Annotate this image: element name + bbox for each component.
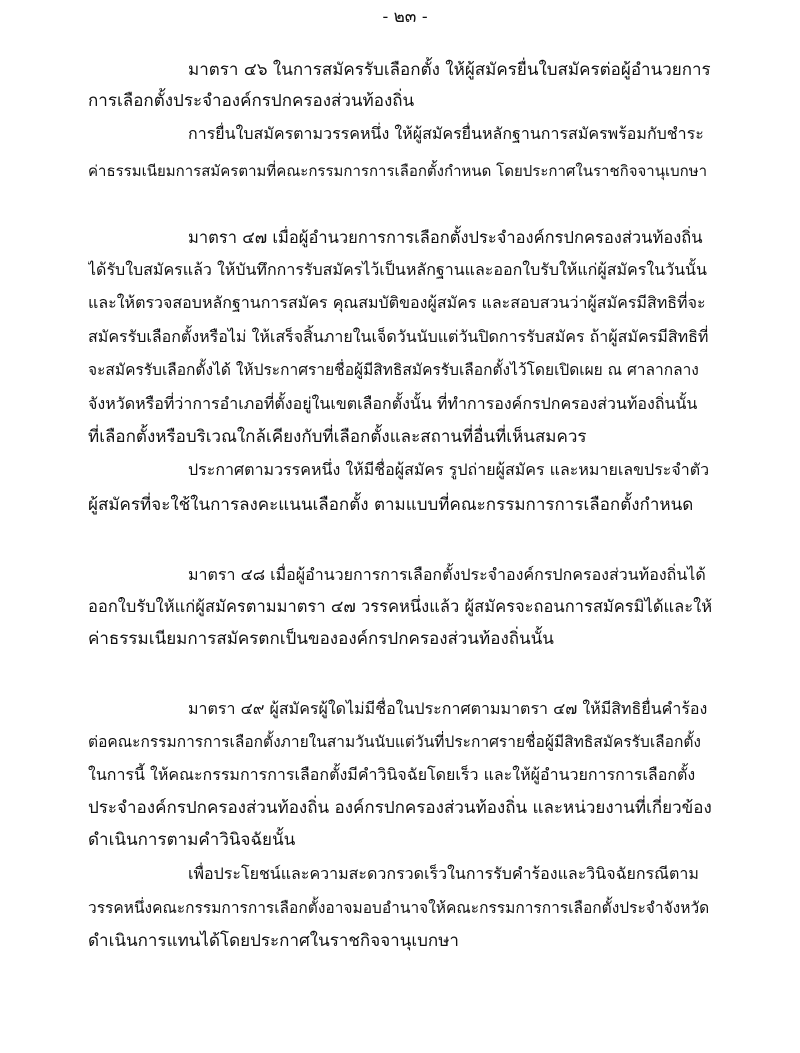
text-line: ดำเนินการตามคำวินิจฉัยนั้น	[88, 830, 296, 850]
text-line: ค่าธรรมเนียมการสมัครตกเป็นขององค์กรปกครองส่วนท้องถิ่นนั้น	[88, 629, 554, 649]
text-line: วรรคหนึ่งคณะกรรมการการเลือกตั้งอาจมอบอำนาจให้คณะกรรมการการเลือกตั้งประจำจังหวัด	[88, 899, 710, 917]
text-line: และให้ตรวจสอบหลักฐานการสมัคร คุณสมบัติของผู้สมัคร และสอบสวนว่าผู้สมัครมีสิทธิที่จะ	[88, 293, 706, 312]
text-line: ประจำองค์กรปกครองส่วนท้องถิ่น องค์กรปกครองส่วนท้องถิ่น และหน่วยงานที่เกี่ยวข้อง	[88, 798, 712, 818]
text-line: ในการนี้ ให้คณะกรรมการการเลือกตั้งมีคำวินิจฉัยโดยเร็ว และให้ผู้อำนวยการการเลือกตั้ง	[88, 765, 696, 784]
text-line: เพื่อประโยชน์และความสะดวกรวดเร็วในการรับคำร้องและวินิจฉัยกรณีตาม	[188, 864, 699, 883]
text-line: ออกใบรับให้แก่ผู้สมัครตามมาตรา ๔๗ วรรคหนึ่งแล้ว ผู้สมัครจะถอนการสมัครมิได้และให้	[88, 597, 712, 616]
text-line: จะสมัครรับเลือกตั้งได้ ให้ประกาศรายชื่อผู้มีสิทธิสมัครรับเลือกตั้งไว้โดยเปิดเผย ณ ศาลากลาง	[88, 361, 699, 379]
text-line: การเลือกตั้งประจำองค์กรปกครองส่วนท้องถิ่น	[88, 91, 415, 111]
text-line: ประกาศตามวรรคหนึ่ง ให้มีชื่อผู้สมัคร รูปถ่ายผู้สมัคร และหมายเลขประจำตัว	[188, 460, 710, 479]
text-line: ดำเนินการแทนได้โดยประกาศในราชกิจจานุเบกษา	[88, 931, 459, 951]
text-line: ได้รับใบสมัครแล้ว ให้บันทึกการรับสมัครไว้เป็นหลักฐานและออกใบรับให้แก่ผู้สมัครในวันนั้น	[88, 260, 707, 279]
text-line: มาตรา ๔๘ เมื่อผู้อำนวยการการเลือกตั้งประจำองค์กรปกครองส่วนท้องถิ่นได้	[188, 565, 706, 584]
text-line: สมัครรับเลือกตั้งหรือไม่ ให้เสร็จสิ้นภายในเจ็ดวันนับแต่วันปิดการรับสมัคร ถ้าผู้สมัครมีสิทธิที่	[88, 327, 709, 346]
text-line: มาตรา ๔๗ เมื่อผู้อำนวยการการเลือกตั้งประจำองค์กรปกครองส่วนท้องถิ่น	[188, 228, 703, 247]
text-line: ค่าธรรมเนียมการสมัครตามที่คณะกรรมการการเลือกตั้งกำหนด โดยประกาศในราชกิจจานุเบกษา	[88, 162, 708, 180]
text-line: ต่อคณะกรรมการการเลือกตั้งภายในสามวันนับแต่วันที่ประกาศรายชื่อผู้มีสิทธิสมัครรับเลือกตั้ง	[88, 733, 701, 751]
text-line: มาตรา ๔๙ ผู้สมัครผู้ใดไม่มีชื่อในประกาศตามมาตรา ๔๗ ให้มีสิทธิยื่นคำร้อง	[188, 699, 708, 718]
text-line: มาตรา ๔๖ ในการสมัครรับเลือกตั้ง ให้ผู้สมัครยื่นใบสมัครต่อผู้อำนวยการ	[188, 60, 711, 80]
text-line: ผู้สมัครที่จะใช้ในการลงคะแนนเลือกตั้ง ตามแบบที่คณะกรรมการการเลือกตั้งกำหนด	[88, 495, 694, 515]
text-line: จังหวัดหรือที่ว่าการอำเภอที่ตั้งอยู่ในเขตเลือกตั้งนั้น ที่ทำการองค์กรปกครองส่วนท้องถิ่นนั้น	[88, 394, 698, 413]
page-number: - ๒๓ -	[382, 7, 428, 27]
text-line: ที่เลือกตั้งหรือบริเวณใกล้เคียงกับที่เลือกตั้งและสถานที่อื่นที่เห็นสมควร	[88, 427, 587, 447]
text-line: การยื่นใบสมัครตามวรรคหนึ่ง ให้ผู้สมัครยื่นหลักฐานการสมัครพร้อมกับชำระ	[188, 124, 704, 143]
